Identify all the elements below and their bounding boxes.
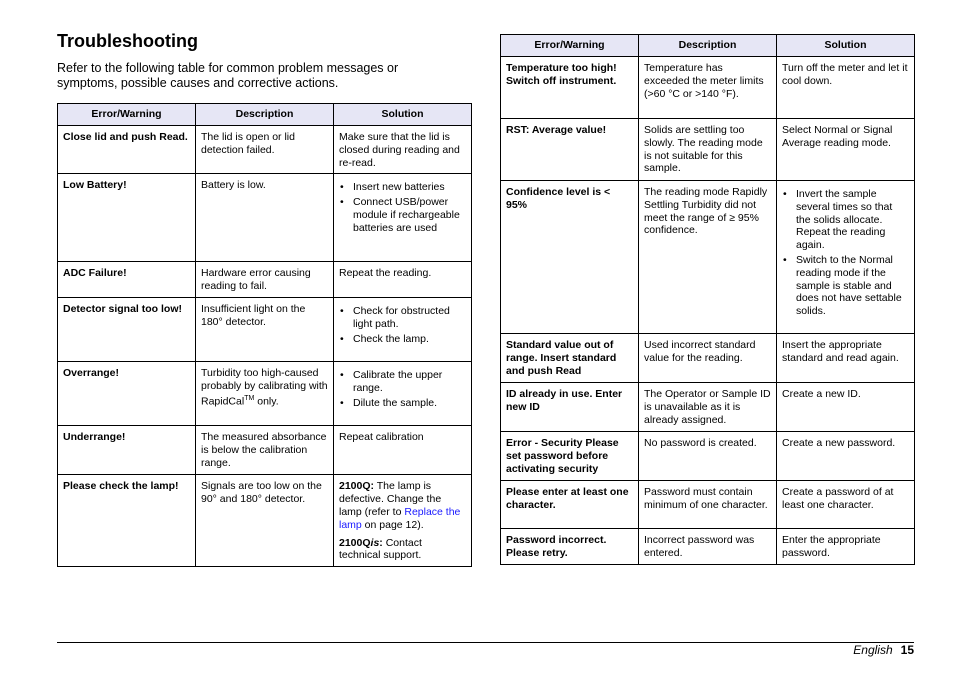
solution-list xyxy=(339,369,466,409)
list-item: • Calibrate the upper range. xyxy=(339,369,466,395)
page-number: 15 xyxy=(900,643,914,657)
description-cell: The measured absorbance is below the calibration range. xyxy=(196,426,334,475)
solution-cell: Create a new ID. xyxy=(777,383,915,432)
description-cell: Battery is low. xyxy=(196,174,334,262)
description-cell: Insufficient light on the 180° detector. xyxy=(196,298,334,362)
error-cell: Standard value out of range. Insert standard and push Read xyxy=(501,334,639,383)
solution-text-end: on page 12). xyxy=(361,518,424,531)
solution-list xyxy=(339,305,466,345)
description-cell: Hardware error causing reading to fail. xyxy=(196,262,334,298)
table-header-row xyxy=(58,104,472,126)
footer-language: English xyxy=(853,643,893,657)
solution-cell: Make sure that the lid is closed during reading and re-read. xyxy=(334,126,472,174)
error-cell: Overrange! xyxy=(58,362,196,426)
error-cell: Temperature too high! Switch off instrument. xyxy=(501,57,639,119)
list-item: • Invert the sample several times so that the solids allocate. Repeat the reading again. xyxy=(782,188,909,252)
error-cell: Close lid and push Read. xyxy=(58,126,196,174)
error-cell: Detector signal too low! xyxy=(58,298,196,362)
solution-cell: Enter the appropriate password. xyxy=(777,529,915,565)
header-solution: Solution xyxy=(334,104,472,126)
solution-cell: Repeat the reading. xyxy=(334,262,472,298)
solution-cell xyxy=(777,181,915,334)
page-footer xyxy=(853,643,914,657)
description-cell: Incorrect password was entered. xyxy=(639,529,777,565)
model-label-2100q: 2100Q: xyxy=(339,480,375,493)
description-cell: Solids are settling too slowly. The reading mode is not suitable for this sample. xyxy=(639,119,777,181)
description-text-end: only. xyxy=(254,395,279,408)
table-row xyxy=(501,57,915,119)
header-error-warning: Error/Warning xyxy=(501,35,639,57)
solution-cell: Create a password of at least one character. xyxy=(777,481,915,529)
model-label-2100qis xyxy=(339,537,383,549)
error-cell: Confidence level is < 95% xyxy=(501,181,639,334)
description-cell: The lid is open or lid detection failed. xyxy=(196,126,334,174)
error-cell: Low Battery! xyxy=(58,174,196,262)
solution-cell: Create a new password. xyxy=(777,432,915,481)
page-title: Troubleshooting xyxy=(57,31,198,51)
table-row xyxy=(501,529,915,565)
error-cell: Password incorrect. Please retry. xyxy=(501,529,639,565)
error-cell: ADC Failure! xyxy=(58,262,196,298)
solution-cell xyxy=(334,362,472,426)
description-cell: The Operator or Sample ID is unavailable as it is already assigned. xyxy=(639,383,777,432)
table-row xyxy=(58,262,472,298)
table-row xyxy=(58,126,472,174)
description-cell: Temperature has exceeded the meter limits (>60 °C or >140 °F). xyxy=(639,57,777,119)
error-cell: Please check the lamp! xyxy=(58,475,196,567)
solution-cell xyxy=(334,298,472,362)
list-item: • Connect USB/power module if rechargeable batteries are used xyxy=(339,196,466,234)
solution-cell: Repeat calibration xyxy=(334,426,472,475)
list-item: • Check for obstructed light path. xyxy=(339,305,466,331)
description-cell xyxy=(196,362,334,426)
model-label-italic: is xyxy=(370,536,380,549)
table-row xyxy=(58,426,472,475)
solution-cell xyxy=(334,475,472,567)
solution-list xyxy=(782,188,909,318)
table-row xyxy=(501,334,915,383)
description-cell: The reading mode Rapidly Settling Turbidity did not meet the range of ≥ 95% confidence. xyxy=(639,181,777,334)
error-cell: ID already in use. Enter new ID xyxy=(501,383,639,432)
solution-list xyxy=(339,181,466,234)
table-row xyxy=(501,481,915,529)
table-header-row xyxy=(501,35,915,57)
list-item: • Switch to the Normal reading mode if the sample is stable and does not have settable solids. xyxy=(782,254,909,318)
footer-divider xyxy=(57,642,914,643)
solution-text: Contact technical support. xyxy=(339,536,422,562)
table-row xyxy=(58,475,472,567)
table-row xyxy=(58,298,472,362)
model-label-colon: : xyxy=(379,536,383,549)
trademark-mark: TM xyxy=(244,394,255,402)
header-description: Description xyxy=(639,35,777,57)
header-solution: Solution xyxy=(777,35,915,57)
header-error-warning: Error/Warning xyxy=(58,104,196,126)
table-row xyxy=(501,383,915,432)
solution-text: The lamp is defective. Change the lamp (refer to xyxy=(339,480,442,518)
error-cell: RST: Average value! xyxy=(501,119,639,181)
solution-paragraph-2100q xyxy=(339,480,466,531)
error-cell: Error - Security Please set password before activating security xyxy=(501,432,639,481)
description-cell: Used incorrect standard value for the reading. xyxy=(639,334,777,383)
replace-lamp-link[interactable]: Replace the lamp xyxy=(339,505,461,531)
solution-cell xyxy=(334,174,472,262)
table-row xyxy=(501,181,915,334)
table-row xyxy=(501,119,915,181)
error-cell: Please enter at least one character. xyxy=(501,481,639,529)
list-item: • Check the lamp. xyxy=(339,333,466,346)
troubleshooting-table-right xyxy=(500,34,915,565)
list-item: • Insert new batteries xyxy=(339,181,466,194)
header-description: Description xyxy=(196,104,334,126)
table-row xyxy=(501,432,915,481)
solution-paragraph-2100qis xyxy=(339,537,466,563)
troubleshooting-table-left xyxy=(57,103,472,567)
solution-cell: Turn off the meter and let it cool down. xyxy=(777,57,915,119)
model-label-prefix: 2100Q xyxy=(339,536,371,549)
intro-paragraph: Refer to the following table for common problem messages or symptoms, possible causes and corrective actions. xyxy=(57,61,399,90)
list-item: • Dilute the sample. xyxy=(339,397,466,410)
table-row xyxy=(58,362,472,426)
description-cell: Signals are too low on the 90° and 180° detector. xyxy=(196,475,334,567)
solution-cell: Insert the appropriate standard and read again. xyxy=(777,334,915,383)
description-cell: Password must contain minimum of one character. xyxy=(639,481,777,529)
table-row xyxy=(58,174,472,262)
description-cell: No password is created. xyxy=(639,432,777,481)
solution-cell: Select Normal or Signal Average reading mode. xyxy=(777,119,915,181)
description-text: Turbidity too high-caused probably by calibrating with RapidCal xyxy=(201,367,328,408)
error-cell: Underrange! xyxy=(58,426,196,475)
